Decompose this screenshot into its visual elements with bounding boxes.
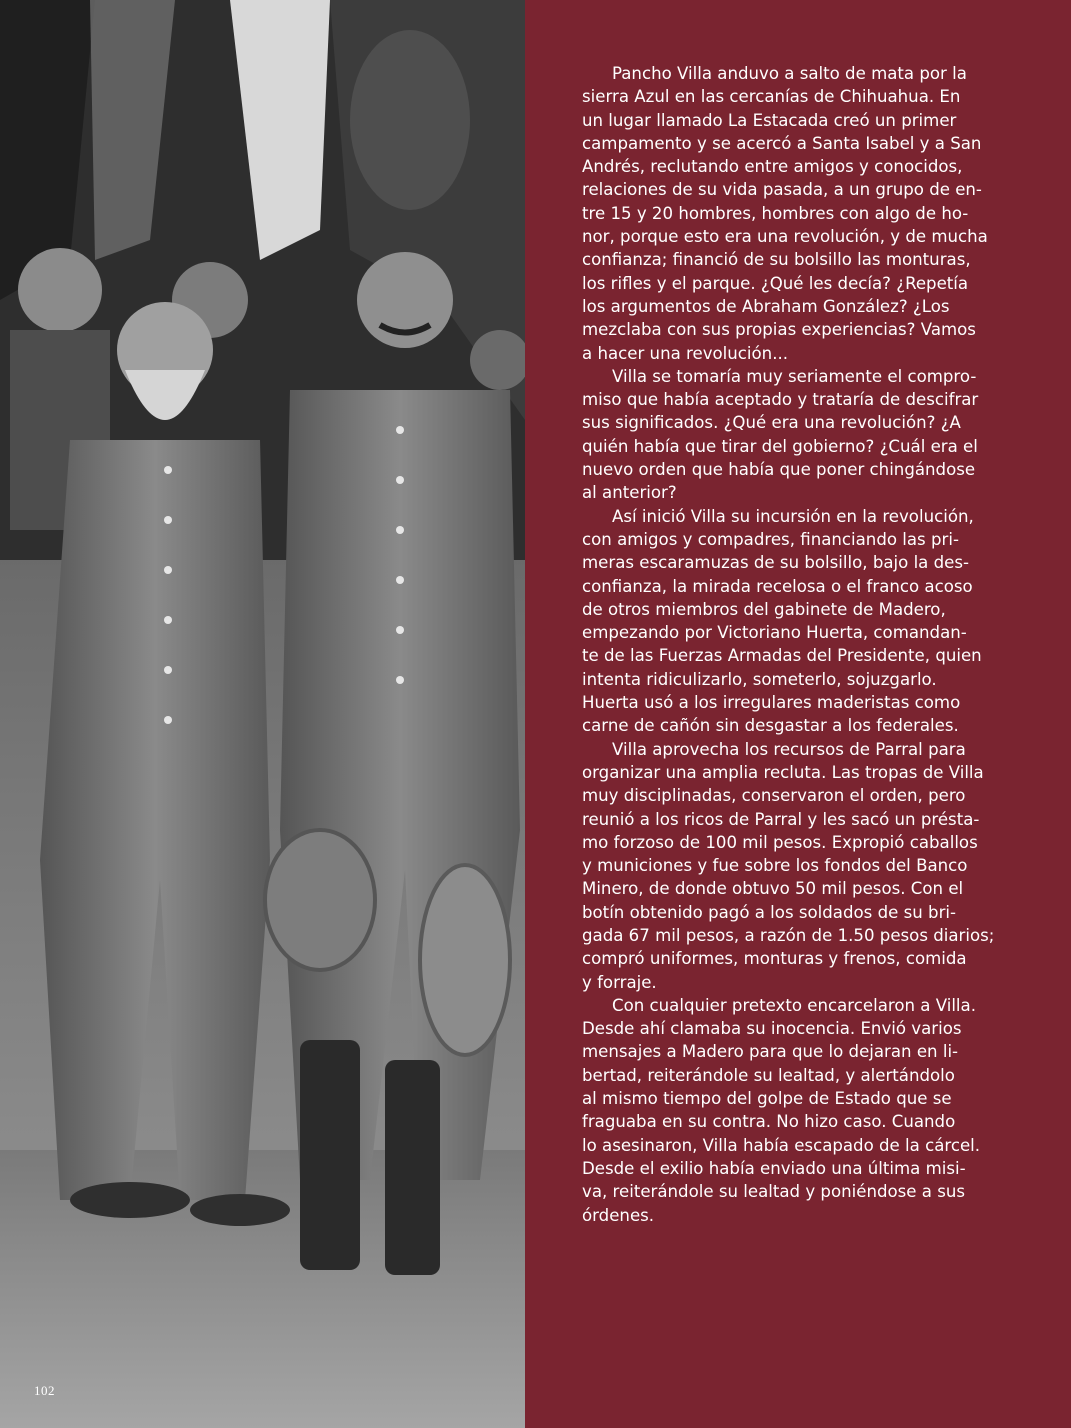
text-panel bbox=[525, 0, 1071, 1428]
hat bbox=[265, 830, 375, 970]
boot bbox=[385, 1060, 440, 1275]
eagle-emblem bbox=[350, 30, 470, 210]
bearded-man-uniform bbox=[40, 440, 270, 1200]
article-body bbox=[582, 62, 1032, 1227]
shoe bbox=[70, 1182, 190, 1218]
figure-head bbox=[18, 248, 102, 332]
paragraph: Con cualquier pretexto encarcelaron a Villa. Desde ahí clamaba su inocencia. Envió varios mensajes a Madero para que lo dejaran en li- bertad, reiterándole su lealtad, y alertándolo al mismo tiempo del golpe de Estado que se fraguaba en su contra. No hizo caso. Cuando lo asesinaron, Villa había escapado de la cárcel. Desde el exilio había enviado una última misi- va, reiterándole su lealtad y poniéndose a sus órdenes. bbox=[582, 995, 981, 1225]
shoe bbox=[190, 1194, 290, 1226]
page-number: 102 bbox=[34, 1383, 55, 1398]
boot bbox=[300, 1040, 360, 1270]
paragraph: Villa se tomaría muy seriamente el compro- miso que había aceptado y trataría de descifrar sus significados. ¿Qué era una revolución? ¿A quién había que tirar del gobierno? ¿Cuál era el nuevo orden que había que poner chingándose al anterior? bbox=[582, 366, 979, 503]
historical-photo bbox=[0, 0, 525, 1428]
paragraph: Villa aprovecha los recursos de Parral para organizar una amplia recluta. Las tropas de Villa muy disciplinadas, conservaron el orden, pero reunió a los ricos de Parral y les sacó un présta- mo forzoso de 100 mil pesos. Expropió caballos y municiones y fue sobre los fondos del Banco Minero, de donde obtuvo 50 mil pesos. Con el botín obtenido pagó a los soldados de su bri- gada 67 mil pesos, a razón de 1.50 pesos diarios; compró uniformes, monturas y frenos, comida y forraje. bbox=[582, 739, 995, 992]
hat bbox=[420, 865, 510, 1055]
paragraph: Pancho Villa anduvo a salto de mata por la sierra Azul en las cercanías de Chihuahua. En un lugar llamado La Estacada creó un primer campamento y se acercó a Santa Isabel y a San Andrés, reclutando entre amigos y conocidos, relaciones de su vida pasada, a un grupo de en- tre 15 y 20 hombres, hombres con algo de ho- nor, porque esto era una revolución, y de mucha confianza; financió de su bolsillo las monturas, los rifles y el parque. ¿Qué les decía? ¿Repetía los argumentos de Abraham González? ¿Los mezclaba con sus propias experiencias? Vamos a hacer una revolución... bbox=[582, 64, 988, 363]
paragraph: Así inició Villa su incursión en la revolución, con amigos y compadres, financiando las pri- meras escaramuzas de su bolsillo, bajo la des- confianza, la mirada recelosa o el franco acoso de otros miembros del gabinete de Madero, empezando por Victoriano Huerta, comandan- te de las Fuerzas Armadas del Presidente, quien intenta ridiculizarlo, someterlo, sojuzgarlo. Huerta usó a los irregulares maderistas como carne de cañón sin desgastar a los federales. bbox=[582, 506, 982, 736]
photo-illustration bbox=[0, 0, 525, 1428]
